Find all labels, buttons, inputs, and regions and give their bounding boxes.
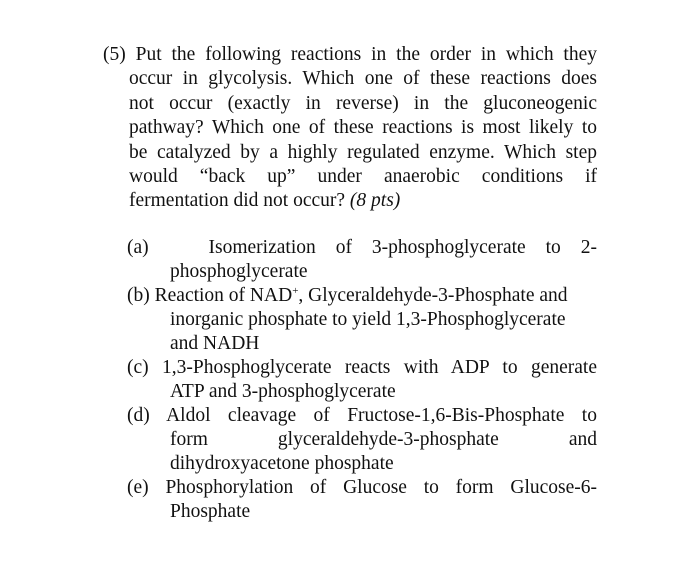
option-a-text-1: Isomerization of 3-phosphoglycerate to 2- <box>208 237 598 258</box>
option-a-line-1 <box>127 236 597 260</box>
option-e-line-2: Phosphate <box>170 501 251 522</box>
question-line-3: not occur (exactly in reverse) in the gluconeogenic <box>129 92 597 114</box>
question-block <box>103 43 597 214</box>
option-d-line-1 <box>127 404 597 428</box>
option-b-line-2: inorganic phosphate to yield 1,3-Phosphoglycerate <box>170 309 566 330</box>
option-c-line-1 <box>127 356 597 380</box>
option-e-text-1: Phosphorylation of Glucose to form Glucose-6- <box>165 477 598 498</box>
nad-superscript: + <box>292 285 299 297</box>
option-c-label: (c) <box>127 357 149 378</box>
option-b-text-1a: Reaction of NAD <box>154 285 293 306</box>
answer-options <box>127 236 597 524</box>
option-a-label: (a) <box>127 237 149 258</box>
option-e-label: (e) <box>127 477 149 498</box>
question-text-7: fermentation did not occur? <box>129 190 346 212</box>
question-line-6: would “back up” under anaerobic conditions if <box>129 166 597 188</box>
option-b-label: (b) <box>127 285 150 306</box>
option-d-line-3: dihydroxyacetone phosphate <box>170 453 394 474</box>
option-e <box>127 476 597 524</box>
option-d-text-1: Aldol cleavage of Fructose-1,6-Bis-Phosphate to <box>166 405 597 426</box>
question-line-5: be catalyzed by a highly regulated enzyme. Which step <box>129 141 597 163</box>
option-d <box>127 404 597 476</box>
option-e-line-1 <box>127 476 597 500</box>
question-number: (5) <box>103 44 126 65</box>
option-b <box>127 284 597 356</box>
option-b-line-1 <box>127 284 597 308</box>
question-line-4: pathway? Which one of these reactions is most likely to <box>129 117 597 139</box>
question-line-2: occur in glycolysis. Which one of these reactions does <box>129 68 597 90</box>
question-points: (8 pts) <box>349 190 401 212</box>
option-a-line-2: phosphoglycerate <box>170 261 308 282</box>
option-d-line-2: form glyceraldehyde-3-phosphate and <box>170 429 597 450</box>
option-c <box>127 356 597 404</box>
option-d-label: (d) <box>127 405 150 426</box>
option-b-text-1b: , Glyceraldehyde-3-Phosphate and <box>298 285 568 306</box>
question-line-1 <box>103 43 597 67</box>
question-line-7 <box>103 189 597 213</box>
option-a <box>127 236 597 284</box>
question-text-1: Put the following reactions in the order in which they <box>135 44 598 65</box>
option-b-line-3: and NADH <box>170 333 260 354</box>
option-c-line-2: ATP and 3-phosphoglycerate <box>170 381 396 402</box>
option-c-text-1: 1,3-Phosphoglycerate reacts with ADP to generate <box>162 357 598 378</box>
